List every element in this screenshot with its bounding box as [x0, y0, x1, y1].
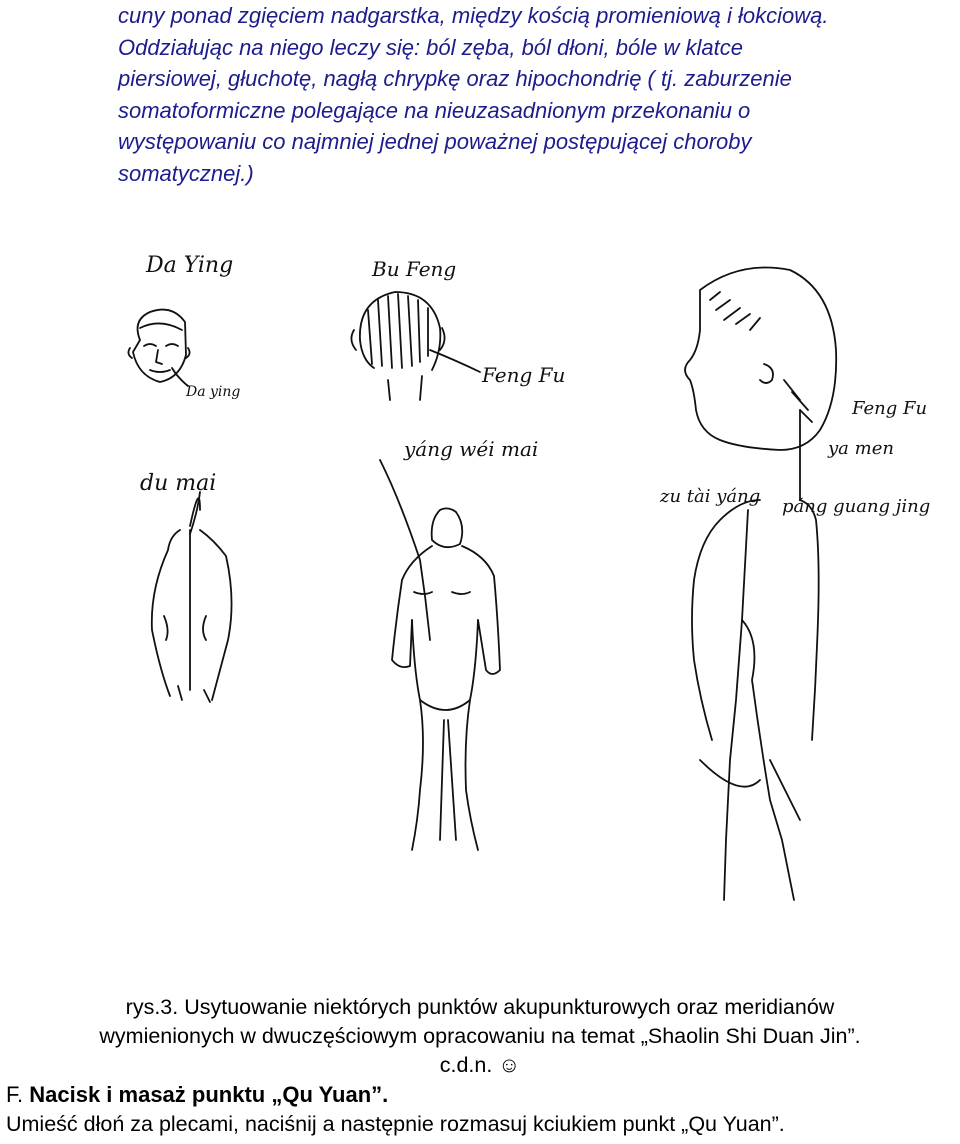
- face-sketch: [128, 310, 189, 386]
- du-mai-label: du mai: [140, 471, 217, 496]
- ya-men-label: ya men: [828, 438, 894, 459]
- intro-line: somatoformiczne polegające na nieuzasadnionym przekonaniu o: [118, 97, 751, 123]
- acupuncture-sketch: [0, 200, 960, 990]
- instruction-text: Umieść dłoń za plecami, naciśnij a następnie rozmasuj kciukiem punkt „Qu Yuan”.: [6, 1112, 785, 1136]
- intro-line: piersiowej, głuchotę, nagłą chrypkę oraz hipochondrię ( tj. zaburzenie: [118, 66, 792, 91]
- figure-caption: [0, 993, 960, 1080]
- acupuncture-figure: [0, 200, 960, 990]
- bu-feng-label: Bu Feng: [372, 257, 457, 281]
- yang-wei-mai-label: yáng wéi mai: [404, 437, 539, 461]
- da-ying-small-label: Da ying: [186, 384, 241, 400]
- section-heading: [6, 1080, 388, 1109]
- zu-tai-yang-label: zu tài yáng: [660, 486, 761, 507]
- intro-line: cuny ponad zgięciem nadgarstka, między kością promieniową i łokciową.: [118, 3, 829, 28]
- feng-fu-label-mid: Feng Fu: [482, 363, 566, 387]
- feng-fu-label-right: Feng Fu: [852, 398, 928, 419]
- section-prefix: F.: [6, 1082, 24, 1107]
- intro-line: Oddziałując na niego leczy się: ból zęba, ból dłoni, bóle w klatce: [118, 34, 743, 60]
- intro-line: somatycznej.): [118, 160, 254, 186]
- da-ying-label: Da Ying: [146, 253, 234, 278]
- caption-line: wymienionych w dwuczęściowym opracowaniu na temat „Shaolin Shi Duan Jin”.: [99, 1024, 861, 1048]
- pang-guang-jing-label: páng guang jing: [782, 496, 931, 517]
- intro-paragraph: [118, 0, 948, 189]
- front-body-sketch: [380, 460, 500, 850]
- caption-line: c.d.n. ☺: [439, 1053, 521, 1077]
- profile-and-back-sketch: [685, 268, 836, 901]
- back-torso-sketch: [152, 492, 232, 702]
- head-back-sketch: [351, 292, 480, 400]
- intro-line: występowaniu co najmniej jednej poważnej postępującej choroby: [118, 129, 752, 154]
- caption-line: rys.3. Usytuowanie niektórych punktów akupunkturowych oraz meridianów: [125, 995, 835, 1019]
- section-title: Nacisk i masaż punktu „Qu Yuan”.: [29, 1082, 389, 1107]
